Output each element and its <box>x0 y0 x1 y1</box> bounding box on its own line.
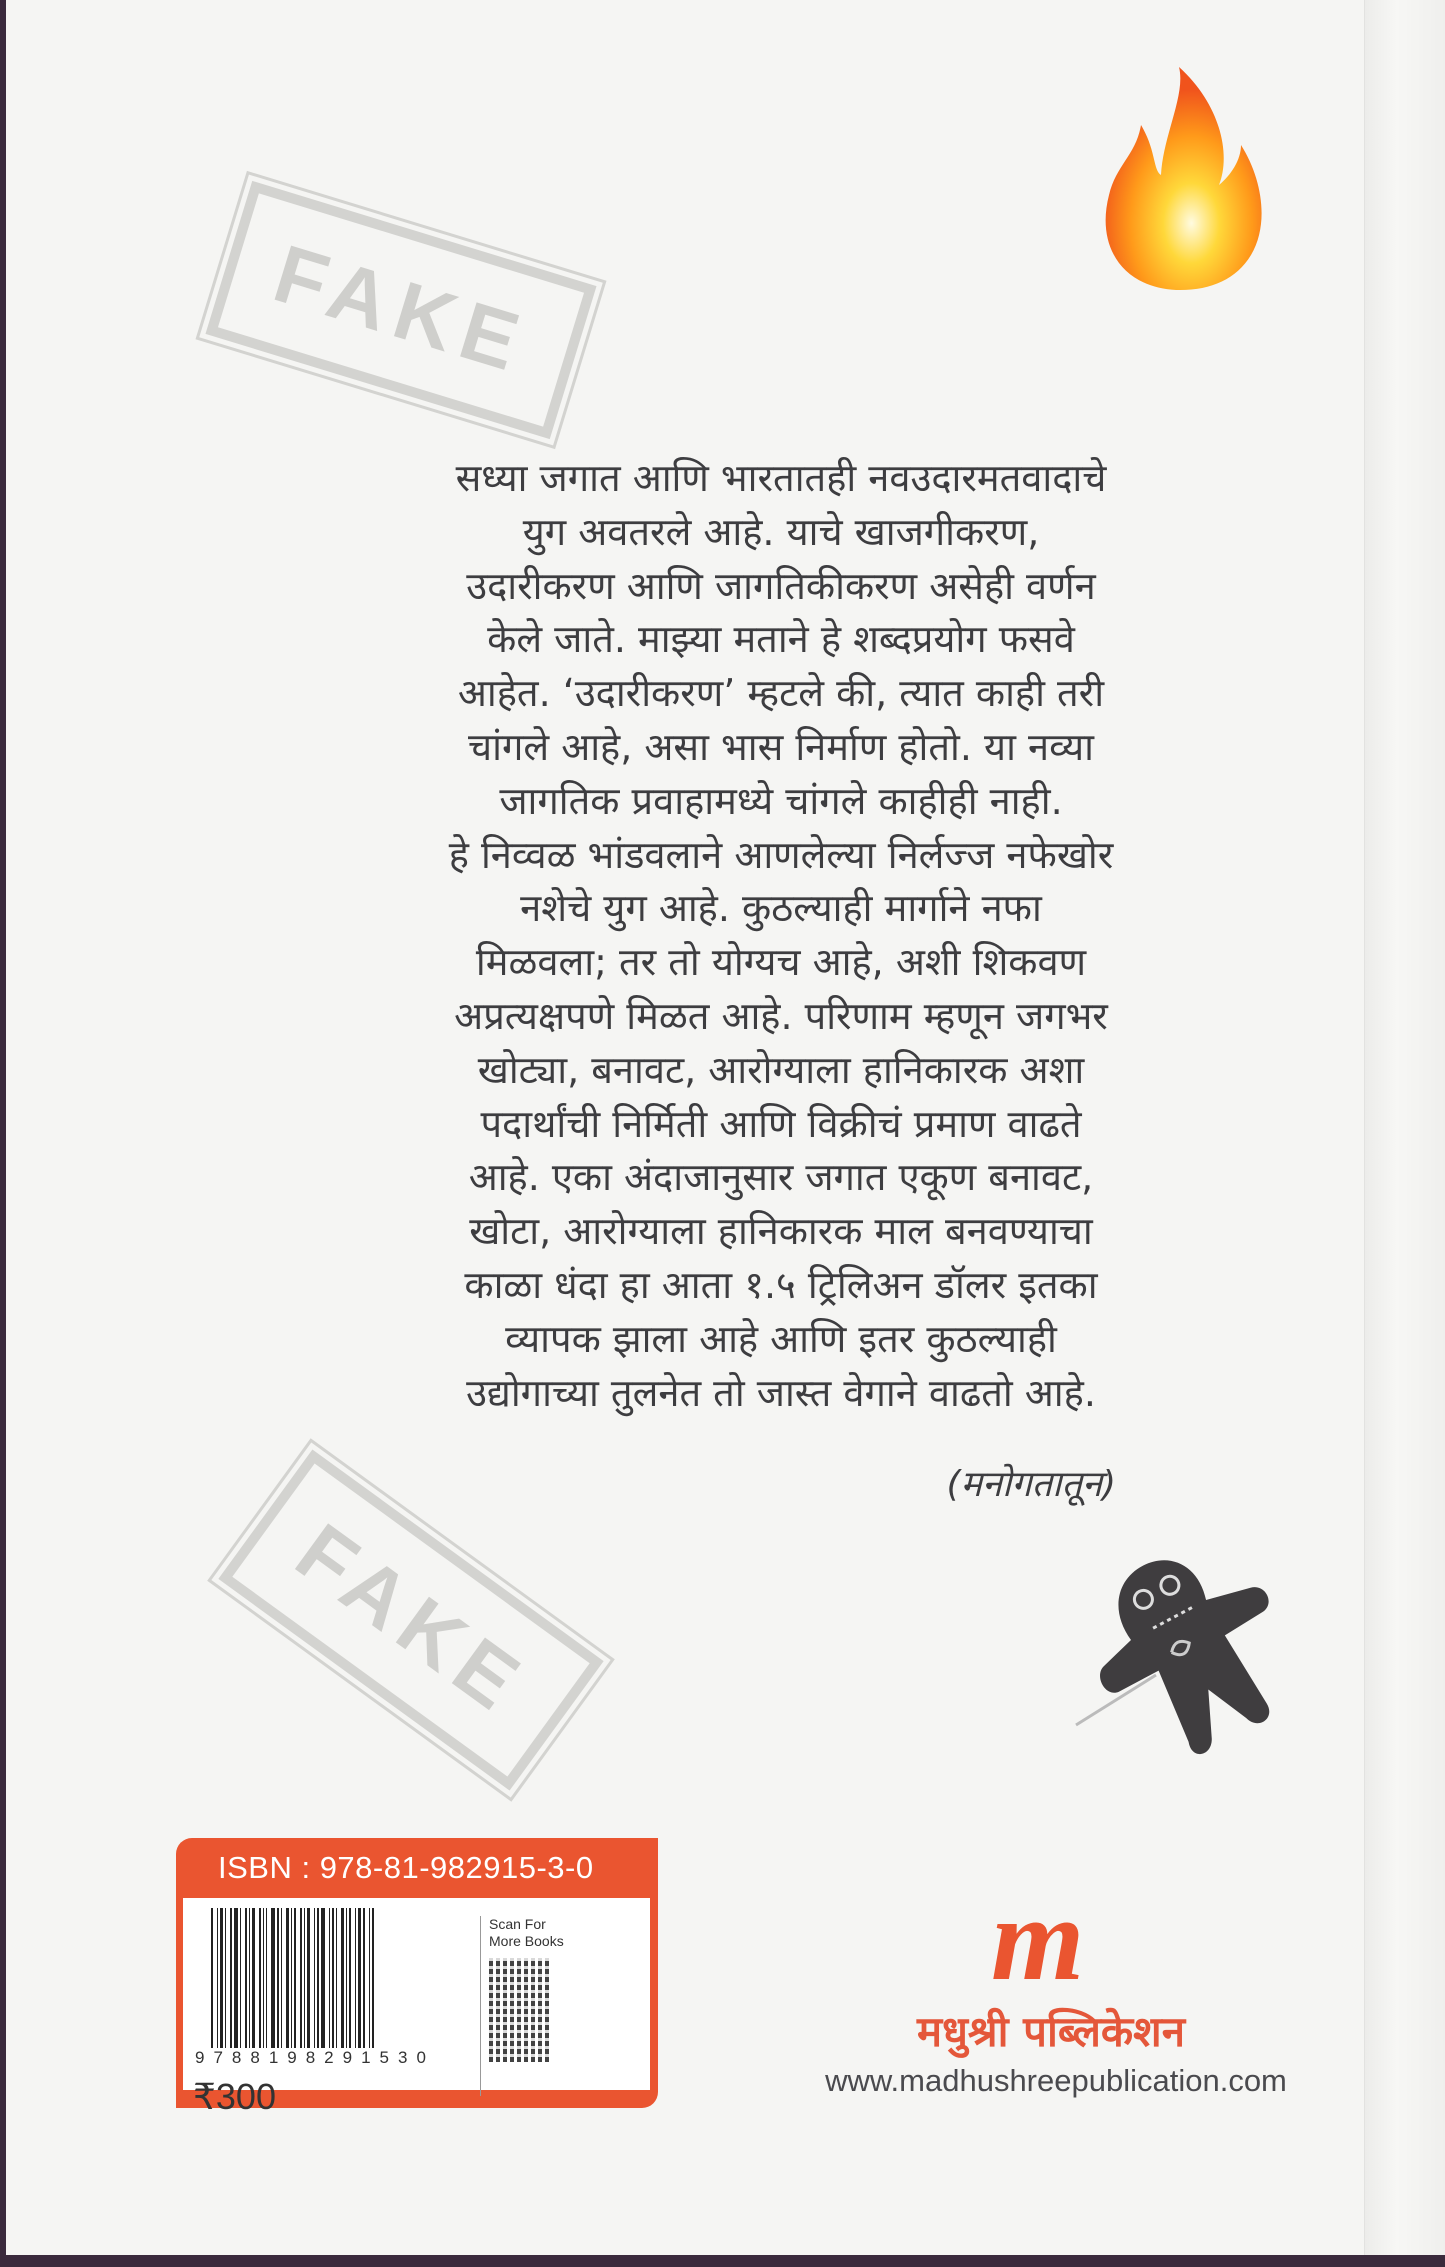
barcode-bar <box>286 1908 289 2048</box>
barcode-bar <box>332 1908 334 2048</box>
barcode-digits: 9788198291530 <box>195 2048 435 2067</box>
barcode-bar <box>271 1908 275 2048</box>
qr-label-line1: Scan For <box>489 1916 546 1932</box>
barcode-bar <box>291 1908 292 2048</box>
blurb-line: सध्या जगात आणि भारतातही नवउदारमतवादाचे <box>455 456 1107 500</box>
fake-stamp: FAKE <box>205 181 596 439</box>
blurb-line: खोट्या, बनावट, आरोग्याला हानिकारक अशा <box>477 1047 1085 1092</box>
barcode-bar <box>300 1908 302 2048</box>
barcode-bar <box>355 1908 356 2048</box>
barcode-bar <box>336 1908 337 2048</box>
blurb-line: आहेत. ‘उदारीकरण’ म्हटले की, त्यात काही तरी <box>457 671 1105 716</box>
blurb-attribution: (मनोगतातून) <box>946 1464 1116 1505</box>
voodoo-doll-icon <box>1046 1525 1306 1775</box>
blurb-line: नशेचे युग आहे. कुठल्याही मार्गाने नफा <box>520 886 1042 931</box>
blurb-text <box>406 452 1156 1420</box>
price-label: ₹300 <box>193 2076 276 2117</box>
barcode-bar <box>240 1908 241 2048</box>
barcode-bar <box>245 1908 247 2048</box>
qr-section <box>480 1916 564 2096</box>
barcode-bar <box>372 1908 374 2048</box>
barcode-bar <box>230 1908 232 2048</box>
barcode-bar <box>263 1908 264 2048</box>
barcode-bar <box>217 1908 218 2048</box>
barcode-bar <box>349 1908 351 2048</box>
blurb-line: अप्रत्यक्षपणे मिळत आहे. परिणाम म्हणून जगभर <box>454 993 1108 1038</box>
blurb-line: पदार्थांची निर्मिती आणि विक्रीचं प्रमाण वाढते <box>480 1101 1082 1146</box>
publisher-website[interactable]: www.madhushreepublication.com <box>825 2063 1287 2098</box>
barcode-bar <box>314 1908 315 2048</box>
publisher-name: मधुश्री पब्लिकेशन <box>916 2007 1186 2056</box>
qr-code[interactable] <box>489 1958 551 2062</box>
blurb-line: व्यापक झाला आहे आणि इतर कुठल्याही <box>505 1316 1057 1361</box>
blurb-line: काळा धंदा हा आता १.५ ट्रिलिअन डॉलर इतका <box>464 1262 1098 1307</box>
barcode-bar <box>234 1908 238 2048</box>
barcode-bar <box>252 1908 255 2048</box>
blurb-line: खोटा, आरोग्याला हानिकारक माल बनवण्याचा <box>469 1209 1093 1254</box>
blurb-line: जागतिक प्रवाहामध्ये चांगले काहीही नाही. <box>499 778 1063 823</box>
blurb-line: आहे. एका अंदाजानुसार जगात एकूण बनावट, <box>468 1155 1094 1200</box>
blurb-line: उदारीकरण आणि जागतिकीकरण असेही वर्णन <box>466 563 1096 608</box>
barcode-bar <box>211 1908 213 2048</box>
barcode-bar <box>259 1908 261 2048</box>
barcode-bar <box>341 1908 344 2048</box>
blurb-line: मिळवला; तर तो योग्यच आहे, अशी शिकवण <box>475 940 1087 985</box>
blurb-line: उद्योगाच्या तुलनेत तो जास्त वेगाने वाढतो आहे. <box>466 1370 1096 1415</box>
barcode <box>211 1908 436 2048</box>
blurb-line: केले जाते. माझ्या मताने हे शब्दप्रयोग फसवे <box>487 617 1075 662</box>
barcode-bar <box>307 1908 310 2048</box>
barcode-bar <box>369 1908 370 2048</box>
barcode-bar <box>249 1908 250 2048</box>
barcode-bar <box>329 1908 330 2048</box>
fake-stamp: FAKE <box>218 1449 603 1790</box>
barcode-bar <box>281 1908 282 2048</box>
isbn-price-box <box>176 1838 658 2117</box>
barcode-bar <box>317 1908 319 2048</box>
spine-edge <box>1364 0 1445 2255</box>
barcode-bar <box>266 1908 267 2048</box>
book-back-cover <box>6 0 1445 2255</box>
barcode-bar <box>346 1908 347 2048</box>
blurb-line: हे निव्वळ भांडवलाने आणलेल्या निर्लज्ज नफेखोर <box>448 832 1114 877</box>
barcode-bar <box>304 1908 305 2048</box>
barcode-bar <box>225 1908 226 2048</box>
isbn-number: ISBN : 978-81-982915-3-0 <box>218 1850 594 1885</box>
blurb-line: युग अवतरले आहे. याचे खाजगीकरण, <box>522 509 1040 554</box>
flame-icon <box>1091 65 1266 295</box>
isbn-body <box>183 1898 650 2117</box>
barcode-bar <box>321 1908 325 2048</box>
barcode-bar <box>277 1908 279 2048</box>
barcode-bar <box>294 1908 296 2048</box>
publisher-logo: m <box>991 1872 1085 2005</box>
barcode-bar <box>358 1908 361 2048</box>
qr-label-line2: More Books <box>489 1933 564 1949</box>
blurb-line: चांगले आहे, असा भास निर्माण होतो. या नव्या <box>467 724 1094 769</box>
barcode-bar <box>363 1908 365 2048</box>
barcode-bar <box>220 1908 223 2048</box>
